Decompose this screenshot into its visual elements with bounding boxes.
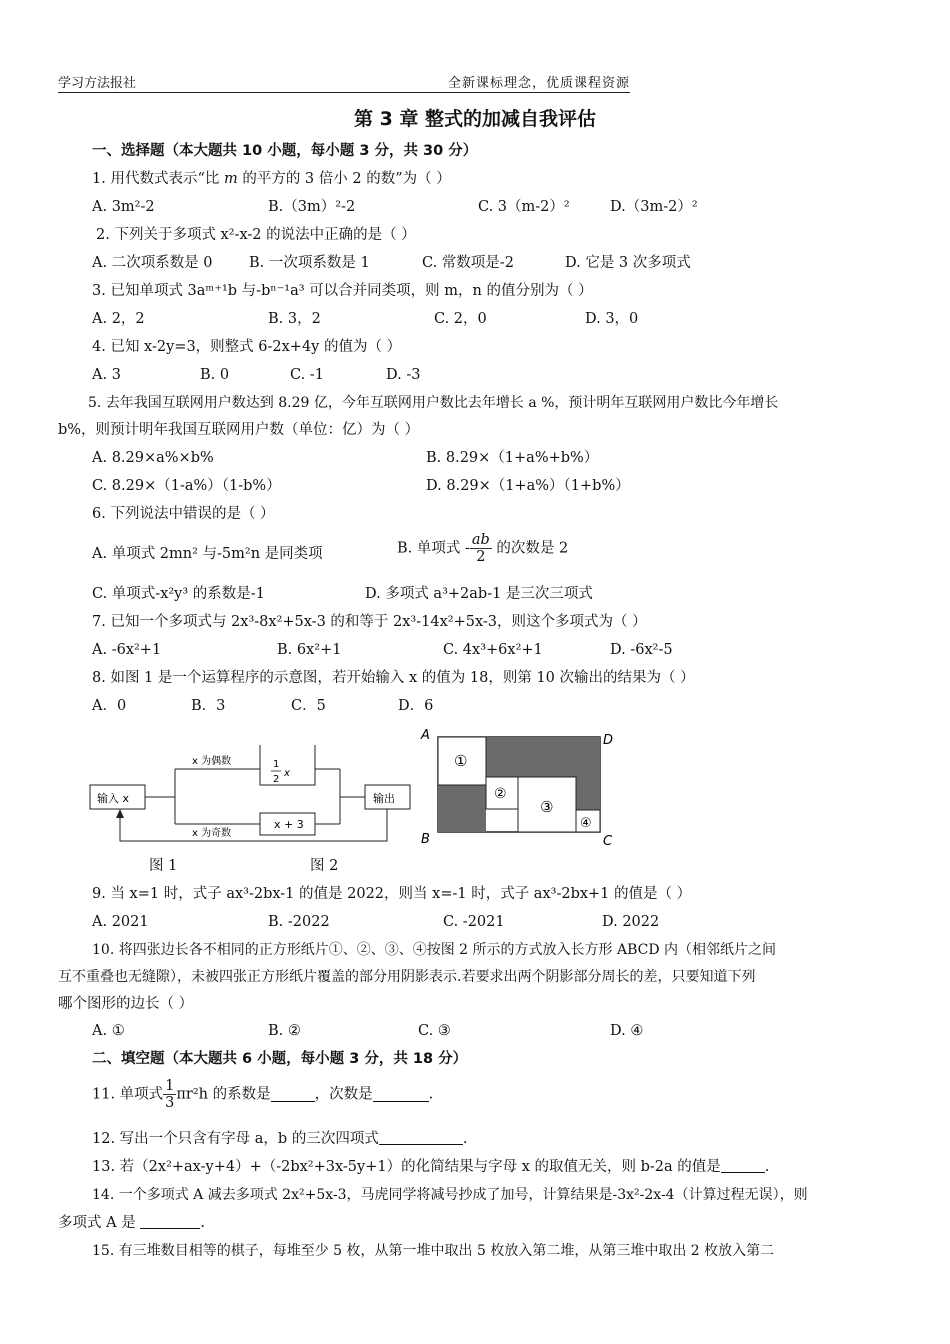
q9-option-b[interactable]: B. -2022 <box>268 914 330 930</box>
q7-option-c[interactable]: C. 4x³+6x²+1 <box>443 642 543 658</box>
q6-option-d[interactable]: D. 多项式 a³+2ab-1 是三次三项式 <box>365 586 593 602</box>
fig2-num-4: ④ <box>580 816 592 831</box>
question-6: 6. 下列说法中错误的是（ ） <box>92 506 275 522</box>
q10-option-b[interactable]: B. ② <box>268 1023 301 1039</box>
q11-pre: 11. 单项式 <box>92 1086 164 1103</box>
fig1-half-var: x <box>284 768 290 779</box>
q5-option-d[interactable]: D. 8.29×（1+a%）（1+b%） <box>426 478 630 494</box>
q4-option-a[interactable]: A. 3 <box>92 367 121 383</box>
q3-option-b[interactable]: B. 3，2 <box>268 311 321 327</box>
question-10-line2: 互不重叠也无缝隙），未被四张正方形纸片覆盖的部分用阴影表示.若要求出两个阴影部分周长的差，只要知道下列 <box>58 969 756 985</box>
q3-option-a[interactable]: A. 2，2 <box>92 311 145 327</box>
q13-end: . <box>764 1159 770 1175</box>
question-10-line1: 10. 将四张边长各不相同的正方形纸片①、②、③、④按图 2 所示的方式放入长方形 ABCD 内（相邻纸片之间 <box>92 942 777 958</box>
fig2-label-d: D <box>603 733 614 748</box>
fig2-caption: 图 2 <box>310 858 339 874</box>
question-3: 3. 已知单项式 3aᵐ⁺¹b 与-bⁿ⁻¹a³ 可以合并同类项，则 m，n 的值分别为（ ） <box>92 283 593 299</box>
q3-option-c[interactable]: C. 2，0 <box>434 311 487 327</box>
q13-answer-blank[interactable] <box>721 1158 765 1173</box>
q2-option-a[interactable]: A. 二次项系数是 0 <box>92 255 213 271</box>
q8-option-d[interactable]: D．6 <box>398 698 434 714</box>
question-5-line1: 5. 去年我国互联网用户数达到 8.29 亿，今年互联网用户数比去年增长 a %，预计明年互联网用户数比今年增长 <box>88 395 779 411</box>
q5-option-b[interactable]: B. 8.29×（1+a%+b%） <box>426 450 599 466</box>
q11-denominator: 3 <box>165 1095 175 1111</box>
q9-option-a[interactable]: A. 2021 <box>92 914 149 930</box>
fig2-num-3: ③ <box>540 798 554 816</box>
page-title: 第 3 章 整式的加减自我评估 <box>353 108 597 130</box>
q2-option-b[interactable]: B. 一次项系数是 1 <box>249 255 370 271</box>
q2-option-d[interactable]: D. 它是 3 次多项式 <box>565 255 691 271</box>
q1-option-d[interactable]: D.（3m-2）² <box>610 199 698 215</box>
q1-var: m <box>223 171 238 187</box>
fig2-num-2: ② <box>494 786 507 802</box>
q12-answer-blank[interactable] <box>379 1130 463 1145</box>
q13-pre: 13. 若（2x²+ax-y+4）+（-2bx²+3x-5y+1）的化简结果与字母 x 的取值无关，则 b-2a 的值是 <box>92 1159 721 1175</box>
figure-1-flowchart <box>85 740 425 845</box>
q12-pre: 12. 写出一个只含有字母 a，b 的三次四项式 <box>92 1131 379 1147</box>
question-11 <box>92 1078 433 1111</box>
q4-option-d[interactable]: D. -3 <box>386 367 421 383</box>
question-1 <box>92 169 451 189</box>
q6-b-fraction <box>470 532 492 565</box>
question-9: 9. 当 x=1 时，式子 ax³-2bx-1 的值是 2022，则当 x=-1 时，式子 ax³-2bx+1 的值是（ ） <box>92 886 692 902</box>
q1-stem-a: 1. 用代数式表示“比 <box>92 171 224 187</box>
question-14-line1: 14. 一个多项式 A 减去多项式 2x²+5x-3，马虎同学将减号抄成了加号，计算结果是-3x²-2x-4（计算过程无误），则 <box>92 1187 808 1203</box>
header-right: 全新课标理念，优质课程资源 <box>447 76 630 91</box>
q11-end: . <box>428 1086 434 1103</box>
q7-option-b[interactable]: B. 6x²+1 <box>277 642 342 658</box>
q8-option-c[interactable]: C．5 <box>291 698 326 714</box>
fig2-shade-left <box>438 785 486 832</box>
question-8: 8. 如图 1 是一个运算程序的示意图，若开始输入 x 的值为 18，则第 10 次输出的结果为（ ） <box>92 670 695 686</box>
fig1-arrowhead <box>116 809 124 818</box>
q1-option-b[interactable]: B.（3m）²-2 <box>268 199 356 215</box>
fig1-odd-label: x 为奇数 <box>192 828 232 839</box>
q8-option-a[interactable]: A．0 <box>92 698 127 714</box>
fig2-label-a: A <box>421 728 430 743</box>
fig1-caption: 图 1 <box>149 858 178 874</box>
q11-numerator: 1 <box>165 1078 175 1094</box>
fig1-even-label: x 为偶数 <box>192 756 232 767</box>
q14-line2-pre: 多项式 A 是 <box>58 1215 141 1231</box>
q7-option-a[interactable]: A. -6x²+1 <box>92 642 162 658</box>
q1-stem-b: 的平方的 3 倍小 2 的数”为（ ） <box>237 171 451 187</box>
q10-option-c[interactable]: C. ③ <box>418 1023 451 1039</box>
q7-option-d[interactable]: D. -6x²-5 <box>610 642 673 658</box>
fig1-plus3-label: x + 3 <box>274 818 304 831</box>
section-heading-fill: 二、填空题（本大题共 6 小题，每小题 3 分，共 18 分） <box>92 1051 468 1067</box>
question-4: 4. 已知 x-2y=3，则整式 6-2x+4y 的值为（ ） <box>92 339 402 355</box>
fig2-shade-top <box>486 737 600 777</box>
q11-degree-blank[interactable] <box>373 1087 429 1102</box>
fig1-half-numerator: 1 <box>273 759 280 770</box>
q11-mid2: ，次数是 <box>314 1086 373 1103</box>
q6-b-post: 的次数是 2 <box>491 540 569 557</box>
question-5-line2: b%，则预计明年我国互联网用户数（单位：亿）为（ ） <box>58 422 420 438</box>
q5-option-a[interactable]: A. 8.29×a%×b% <box>92 450 214 466</box>
q3-option-d[interactable]: D. 3，0 <box>585 311 639 327</box>
question-7: 7. 已知一个多项式与 2x³-8x²+5x-3 的和等于 2x³-14x²+5x-3，则这个多项式为（ ） <box>92 614 647 630</box>
q12-end: . <box>462 1131 468 1147</box>
q10-option-a[interactable]: A. ① <box>92 1023 125 1039</box>
q9-option-d[interactable]: D. 2022 <box>602 914 660 930</box>
fig1-input-label: 输入 x <box>97 792 130 805</box>
fig1-output-label: 输出 <box>373 792 395 805</box>
page-header <box>58 72 630 93</box>
q11-mid: πr²h 的系数是 <box>176 1086 271 1103</box>
q14-answer-blank[interactable] <box>140 1214 200 1229</box>
fig2-shade-right <box>576 777 600 810</box>
q6-option-b[interactable] <box>397 532 568 565</box>
q11-coefficient-blank[interactable] <box>271 1087 315 1102</box>
q4-option-b[interactable]: B. 0 <box>200 367 230 383</box>
question-12 <box>92 1129 467 1149</box>
q5-option-c[interactable]: C. 8.29×（1-a%）（1-b%） <box>92 478 281 494</box>
question-15-line1: 15. 有三堆数目相等的棋子，每堆至少 5 枚，从第一堆中取出 5 枚放入第二堆，从第三堆中取出 2 枚放入第二 <box>92 1243 775 1259</box>
section-heading-choice: 一、选择题（本大题共 10 小题，每小题 3 分，共 30 分） <box>92 143 478 159</box>
q1-option-c[interactable]: C. 3（m-2）² <box>478 199 570 215</box>
header-left: 学习方法报社 <box>58 76 137 91</box>
q10-option-d[interactable]: D. ④ <box>610 1023 644 1039</box>
q2-option-c[interactable]: C. 常数项是-2 <box>422 255 514 271</box>
question-2: 2. 下列关于多项式 x²-x-2 的说法中正确的是（ ） <box>96 227 416 243</box>
q6-b-denominator: 2 <box>476 549 486 565</box>
figure-2-rectangle <box>418 724 620 848</box>
question-10-line3: 哪个图形的边长（ ） <box>58 996 194 1012</box>
question-14-line2 <box>58 1213 205 1233</box>
question-13 <box>92 1157 769 1177</box>
q14-end: . <box>200 1215 205 1231</box>
fig1-half-denominator: 2 <box>273 774 280 785</box>
q9-option-c[interactable]: C. -2021 <box>443 914 505 930</box>
q6-option-c[interactable]: C. 单项式-x²y³ 的系数是-1 <box>92 586 265 602</box>
fig2-label-c: C <box>603 834 613 848</box>
fig2-num-1: ① <box>454 752 468 770</box>
fig2-label-b: B <box>421 832 430 847</box>
q11-fraction <box>163 1078 176 1111</box>
q6-b-numerator: ab <box>471 532 490 548</box>
q4-option-c[interactable]: C. -1 <box>290 367 324 383</box>
q1-option-a[interactable]: A. 3m²-2 <box>92 199 155 215</box>
q6-b-pre: B. 单项式 - <box>397 540 470 557</box>
q6-option-a[interactable]: A. 单项式 2mn² 与-5m²n 是同类项 <box>92 546 323 562</box>
q8-option-b[interactable]: B．3 <box>191 698 226 714</box>
fig1-half-box <box>260 745 315 785</box>
